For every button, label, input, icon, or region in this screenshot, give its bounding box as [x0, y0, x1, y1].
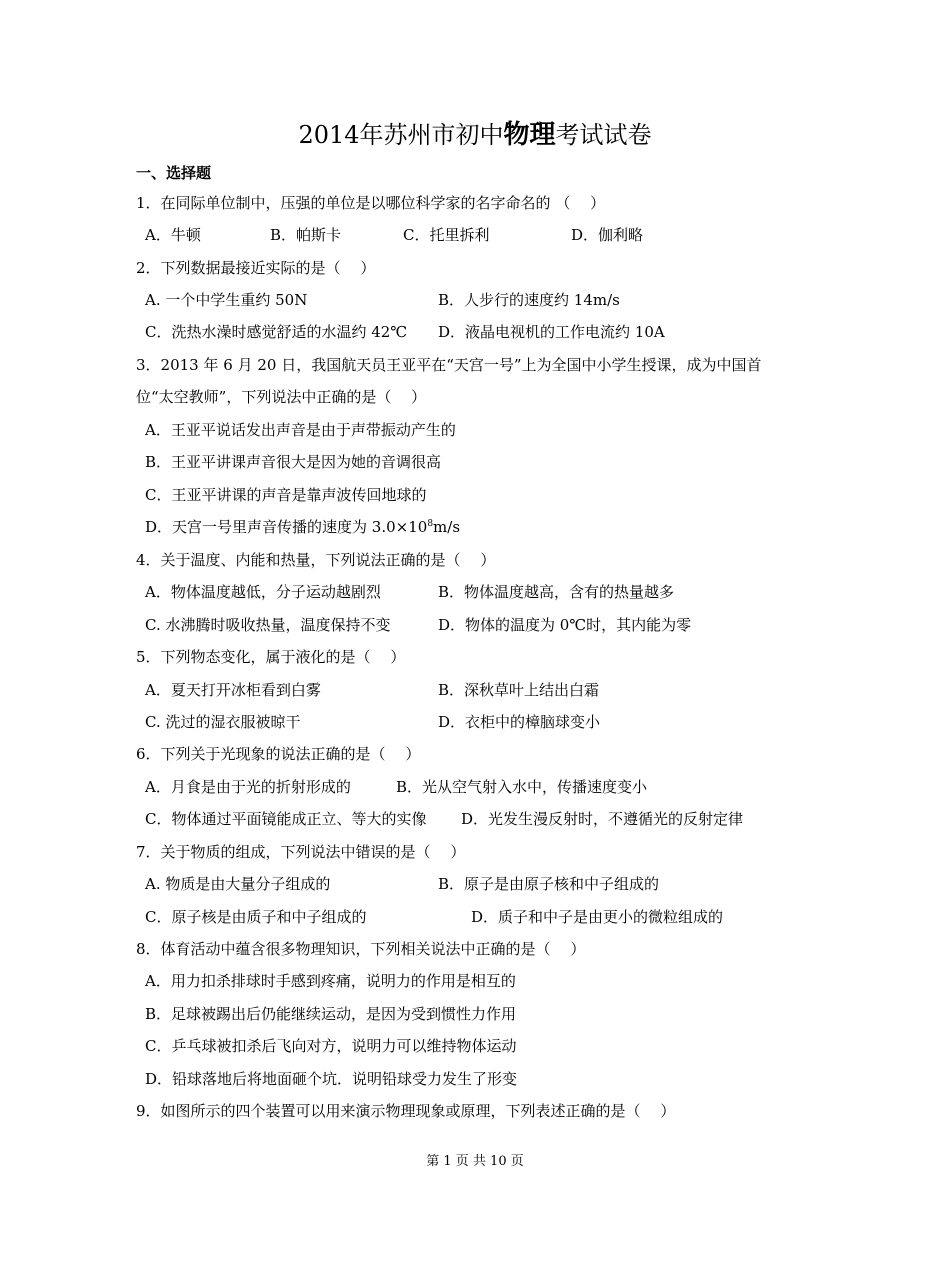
question-7-option-c: C．原子核是由质子和中子组成的 [145, 908, 367, 926]
question-2-option-b: B．人步行的速度约 14m/s [438, 291, 620, 309]
question-3-option-d [145, 516, 460, 538]
question-6-stem: 6．下列关于光现象的说法正确的是（ ） [136, 745, 421, 763]
question-8-option-d: D．铅球落地后将地面砸个坑．说明铅球受力发生了形变 [145, 1070, 518, 1088]
question-3-stem-line-1: 3．2013 年 6 月 20 日，我国航天员王亚平在“天宫一号”上为全国中小学生授课，成为中国首 [136, 356, 762, 374]
question-6-option-d: D．光发生漫反射时，不遵循光的反射定律 [461, 810, 744, 828]
question-8-option-a: A．用力扣杀排球时手感到疼痛，说明力的作用是相互的 [145, 972, 516, 990]
title-prefix: 2014年苏州市初中 [298, 121, 504, 149]
question-5-option-c: C. 洗过的湿衣服被晾干 [145, 713, 301, 731]
question-6-option-c: C．物体通过平面镜能成正立、等大的实像 [145, 810, 427, 828]
question-1-option-b: B．帕斯卡 [270, 226, 342, 244]
question-6-option-a: A．月食是由于光的折射形成的 [145, 778, 351, 796]
question-1-option-d: D．伽利略 [571, 226, 644, 244]
title-suffix: 考试试卷 [555, 121, 652, 149]
question-1-stem: 1．在同际单位制中，压强的单位是以哪位科学家的名字命名的 （ ） [136, 194, 606, 212]
question-3-option-d-text: D．天宫一号里声音传播的速度为 3.0×10 [145, 518, 428, 536]
question-3-option-c: C．王亚平讲课的声音是靠声波传回地球的 [145, 486, 427, 504]
question-2-stem: 2．下列数据最接近实际的是（ ） [136, 259, 376, 277]
section-heading: 一、选择题 [136, 164, 212, 182]
question-1-option-c: C．托里拆利 [403, 226, 490, 244]
question-3-stem-line-2: 位“太空教师”，下列说法中正确的是（ ） [136, 388, 427, 406]
question-5-option-d: D．衣柜中的樟脑球变小 [438, 713, 601, 731]
question-4-stem: 4．关于温度、内能和热量，下列说法正确的是（ ） [136, 551, 496, 569]
question-2-option-c: C．洗热水澡时感觉舒适的水温约 42℃ [145, 323, 408, 341]
title-bold: 物理 [503, 120, 556, 150]
question-7-stem: 7．关于物质的组成，下列说法中错误的是（ ） [136, 843, 466, 861]
question-3-option-a: A．王亚平说话发出声音是由于声带振动产生的 [145, 421, 456, 439]
question-4-option-b: B．物体温度越高，含有的热量越多 [438, 583, 675, 601]
question-2-option-a: A. 一个中学生重约 50N [145, 291, 308, 309]
question-8-option-b: B．足球被踢出后仍能继续运动，是因为受到惯性力作用 [145, 1005, 517, 1023]
question-9-stem: 9．如图所示的四个装置可以用来演示物理现象或原理，下列表述正确的是（ ） [136, 1102, 676, 1120]
question-7-option-d: D．质子和中子是由更小的微粒组成的 [471, 908, 724, 926]
question-6-option-b: B．光从空气射入水中，传播速度变小 [396, 778, 648, 796]
question-1-option-a: A．牛顿 [145, 226, 201, 244]
page-footer: 第 1 页 共 10 页 [426, 1154, 524, 1169]
question-3-option-b: B．王亚平讲课声音很大是因为她的音调很高 [145, 453, 442, 471]
question-2-option-d: D．液晶电视机的工作电流约 10A [438, 323, 665, 341]
question-4-option-c: C. 水沸腾时吸收热量，温度保持不变 [145, 616, 391, 634]
question-4-option-a: A．物体温度越低，分子运动越剧烈 [145, 583, 381, 601]
question-5-option-b: B．深秋草叶上结出白霜 [438, 681, 600, 699]
question-3-option-d-unit: m/s [433, 518, 461, 536]
question-3-option-d-exponent: 8 [427, 519, 434, 529]
question-7-option-a: A. 物质是由大量分子组成的 [145, 875, 331, 893]
question-5-option-a: A．夏天打开冰柜看到白雾 [145, 681, 321, 699]
question-8-option-c: C．乒乓球被扣杀后飞向对方，说明力可以维持物体运动 [145, 1037, 517, 1055]
question-8-stem: 8．体育活动中蕴含很多物理知识，下列相关说法中正确的是（ ） [136, 940, 586, 958]
question-7-option-b: B．原子是由原子核和中子组成的 [438, 875, 660, 893]
question-5-stem: 5．下列物态变化，属于液化的是（ ） [136, 648, 406, 666]
page-title [0, 118, 950, 152]
question-4-option-d: D．物体的温度为 0℃时，其内能为零 [438, 616, 692, 634]
